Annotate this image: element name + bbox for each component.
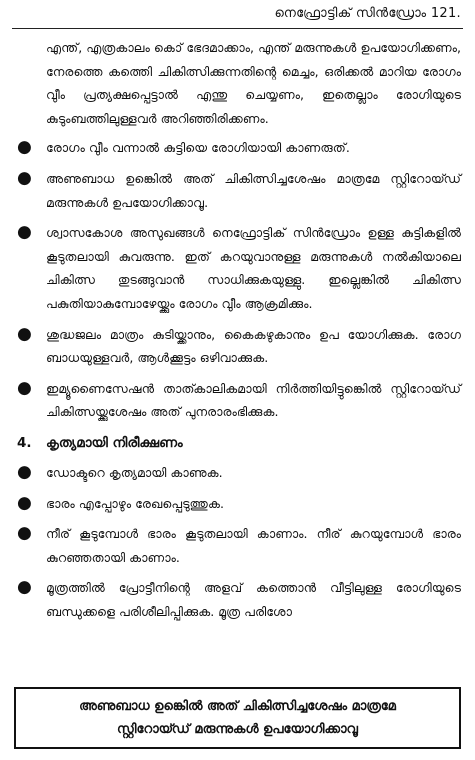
highlight-line-2: സ്റ്റിറോയ്ഡ് മരുന്നുകൾ ഉപയോഗിക്കാവൂ [117, 722, 358, 737]
bullet-icon: ● [17, 323, 32, 344]
list-item [14, 136, 461, 160]
bullet-icon: ● [17, 577, 32, 598]
list-item [14, 461, 461, 485]
list-item-text: അണുബാധ ഉങ്കെിൽ അത് ചികിത്സിച്ചശേഷം മാത്രമേ സ്റ്റിറോയ്ഡ് മരുന്നുകൾ ഉപയോഗിക്കാവൂ. [46, 170, 461, 210]
highlight-box [14, 687, 461, 749]
bullet-icon: ● [17, 167, 32, 188]
section-number: 4. [17, 434, 32, 451]
list-item-text: നീര് കൂടുമ്പോൾ ഭാരം കൂടുതലായി കാണാം. നീര് കുറയുമ്പോൾ ഭാരം കുറഞ്ഞതായി കാണാം. [46, 526, 461, 565]
section-title: കൃത്യമായി നിരീക്ഷണം [46, 434, 183, 451]
section-heading [14, 431, 461, 455]
list-item [14, 221, 461, 315]
list-item-text: ഡോക്ടറെ കൃത്യമായി കാണുക. [46, 464, 223, 480]
bullet-icon: ● [17, 523, 32, 544]
list-item-text: ശ്വാസകോശ അസുഖങ്ങൾ നെഫ്രോട്ടിക് സിൻഡ്രോം ഉള്ള കുട്ടികളിൽ കൂടുതലായി കുവരുന്നു. ഇത് കറയുവാനുള്ള മരുന്നുകൾ നൽകിയാലെ ചികിത്സ തുടങ്ങുവാൻ സാധിക്കുകയുള്ളു. ഇല്ലെങ്കിൽ ചികിത്സ പകുതിയാകുമ്പോഴേയ്ക്കും രോഗം വീും ആക്രമിക്കും. [46, 225, 461, 311]
bullet-icon: ● [17, 461, 32, 482]
bullet-icon: ● [17, 137, 32, 158]
header-divider [12, 28, 463, 29]
list-item [14, 492, 461, 516]
list-item [14, 377, 461, 424]
list-item-text: മൂത്രത്തിൽ പ്രോട്ടീനിന്റെ അളവ് കത്തൊൻ വീട്ടിലുള്ള രോഗിയുടെ ബന്ധുക്കളെ പരിശീലിപ്പിക്കുക. മൂത്ര പരിശോ [46, 580, 461, 619]
list-item-text: ഭാരം എപ്പോഴും രേഖപ്പെടുത്തുക. [46, 495, 224, 511]
bullet-icon: ● [17, 492, 32, 513]
bullet-icon: ● [17, 222, 32, 243]
list-item-text: ശുദ്ധജലം മാത്രം കുടിയ്ക്കാനും, കൈകഴുകാനും ഉപ യോഗിക്കുക. രോഗ ബാധയുള്ളവർ, ആൾക്കൂട്ടം ഒഴിവാക്കുക. [46, 326, 461, 366]
list-item-text: ഇമ്യൂണൈസേഷൻ താത്കാലികമായി നിർത്തിയിട്ടുങ്കെിൽ സ്റ്റിറോയ്ഡ് ചികിത്സയ്ക്കുശേഷം അത് പുനരാരംഭിക്കുക. [46, 380, 461, 420]
running-header: നെഫ്രോട്ടിക് സിൻഡ്രോം 121. [274, 6, 461, 21]
list-item [14, 522, 461, 569]
page-body [14, 36, 461, 630]
bullet-icon: ● [17, 377, 32, 398]
highlight-line-1: അണുബാധ ഉങ്കെിൽ അത് ചികിത്സിച്ചശേഷം മാത്രമേ [79, 699, 396, 714]
list-item [14, 167, 461, 214]
list-item [14, 576, 461, 623]
list-item [14, 323, 461, 370]
list-item-text: രോഗം വീും വന്നാൽ കുട്ടിയെ രോഗിയായി കാണരുത്. [46, 140, 350, 156]
intro-paragraph: എന്ത്, എത്രകാലം കൊ് ഭേദമാക്കാം, എന്ത് മരുന്നുകൾ ഉപയോഗിക്കണം, നേരത്തെ കത്തെി ചികിത്സിക്കുന്നതിന്റെ മെച്ചം, ഒരിക്കൽ മാറിയ രോഗം വീും പ്രത്യക്ഷപ്പെട്ടാൽ എന്തു ചെയ്യണം, ഇതെല്ലാം രോഗിയുടെ കുടുംബത്തിലുള്ളവർ അറിഞ്ഞിരിക്കണം. [46, 40, 461, 126]
